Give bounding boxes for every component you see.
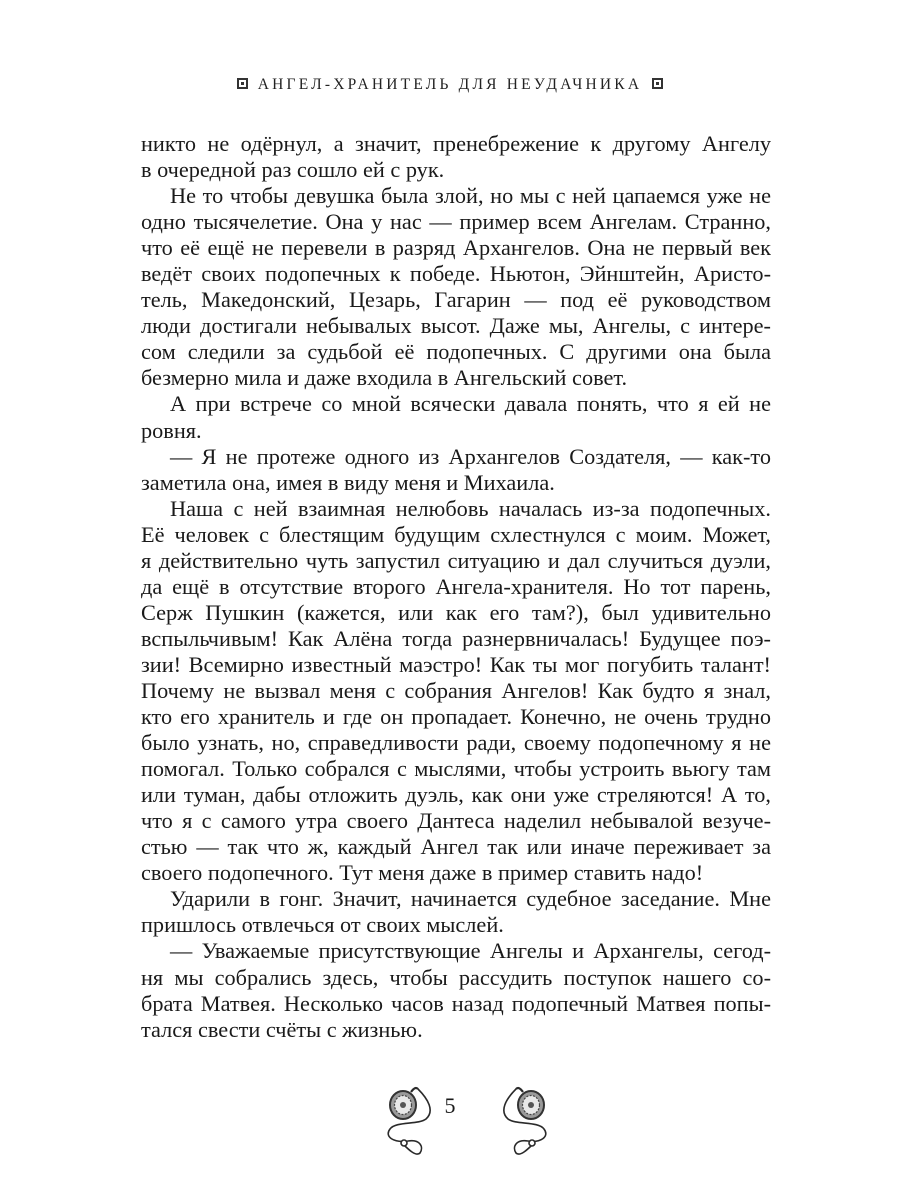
text-line: помогал. Только собрался с мыслями, чтобы устроить вьюгу там: [141, 756, 771, 782]
pocket-watch-icon: [486, 1085, 556, 1157]
text-line: — Я не протеже одного из Архангелов Создателя, — как-то: [170, 443, 771, 469]
text-line: сом следили за судьбой её подопечных. С другими она была: [141, 339, 771, 365]
text-line: стью — так что ж, каждый Ангел так или иначе переживает за: [141, 834, 771, 860]
text-line: ня мы собрались здесь, чтобы рассудить поступок нашего со-: [141, 964, 771, 990]
text-line: ведёт своих подопечных к победе. Ньютон, Эйнштейн, Аристо-: [141, 261, 771, 287]
text-line: что её ещё не перевели в разряд Архангелов. Она не первый век: [141, 235, 771, 261]
text-line: Почему не вызвал меня с собрания Ангелов! Как будто я знал,: [141, 677, 771, 703]
text-line: Ударили в гонг. Значит, начинается судебное заседание. Мне: [170, 886, 771, 912]
running-head: [0, 76, 900, 94]
text-line: вспыльчивым! Как Алёна тогда разнервничалась! Будущее поэ-: [141, 625, 771, 651]
square-ornament-icon: [652, 78, 663, 89]
text-line: заметила она, имея в виду меня и Михаила.: [141, 469, 555, 495]
text-line: я действительно чуть запустил ситуацию и дал случиться дуэли,: [141, 547, 771, 573]
text-line: было узнать, но, справедливости ради, своему подопечному я не: [141, 730, 771, 756]
text-line: тался свести счёты с жизнью.: [141, 1016, 423, 1042]
text-line: безмерно мила и даже входила в Ангельский совет.: [141, 365, 628, 391]
text-line: да ещё в отсутствие второго Ангела-хранителя. Но тот парень,: [141, 573, 771, 599]
text-line: что я с самого утра своего Дантеса наделил небывалой везуче-: [141, 808, 771, 834]
text-line: Её человек с блестящим будущим схлестнулся с моим. Может,: [141, 521, 771, 547]
text-line: зии! Всемирно известный маэстро! Как ты мог погубить талант!: [141, 651, 771, 677]
page-number: 5: [444, 1093, 456, 1118]
text-line: тель, Македонский, Цезарь, Гагарин — под её руководством: [141, 287, 771, 313]
text-line: одно тысячелетие. Она у нас — пример всем Ангелам. Странно,: [141, 209, 771, 235]
text-line: люди достигали небывалых высот. Даже мы, Ангелы, с интере-: [141, 313, 771, 339]
text-line: ровня.: [141, 417, 202, 443]
square-ornament-icon: [237, 78, 248, 89]
text-line: в очередной раз сошло ей с рук.: [141, 157, 445, 183]
running-head-title: АНГЕЛ-ХРАНИТЕЛЬ ДЛЯ НЕУДАЧНИКА: [257, 76, 643, 93]
text-line: кто его хранитель и где он пропадает. Конечно, не очень трудно: [141, 704, 771, 730]
text-line: пришлось отвлечься от своих мыслей.: [141, 912, 504, 938]
text-line: Не то чтобы девушка была злой, но мы с ней цапаемся уже не: [170, 183, 771, 209]
body-text: [141, 131, 771, 1043]
text-line: своего подопечного. Тут меня даже в пример ставить надо!: [141, 860, 704, 886]
text-line: Серж Пушкин (кажется, или как его там?), был удивительно: [141, 599, 771, 625]
text-line: Наша с ней взаимная нелюбовь началась из-за подопечных.: [170, 495, 771, 521]
text-line: брата Матвея. Несколько часов назад подопечный Матвея попы-: [141, 990, 771, 1016]
text-line: или туман, дабы отложить дуэль, как они уже стреляются! А то,: [141, 782, 771, 808]
text-line: никто не одёрнул, а значит, пренебрежение к другому Ангелу: [141, 131, 771, 156]
text-line: — Уважаемые присутствующие Ангелы и Архангелы, сегод-: [170, 938, 771, 964]
text-line: А при встрече со мной всячески давала понять, что я ей не: [170, 391, 771, 417]
